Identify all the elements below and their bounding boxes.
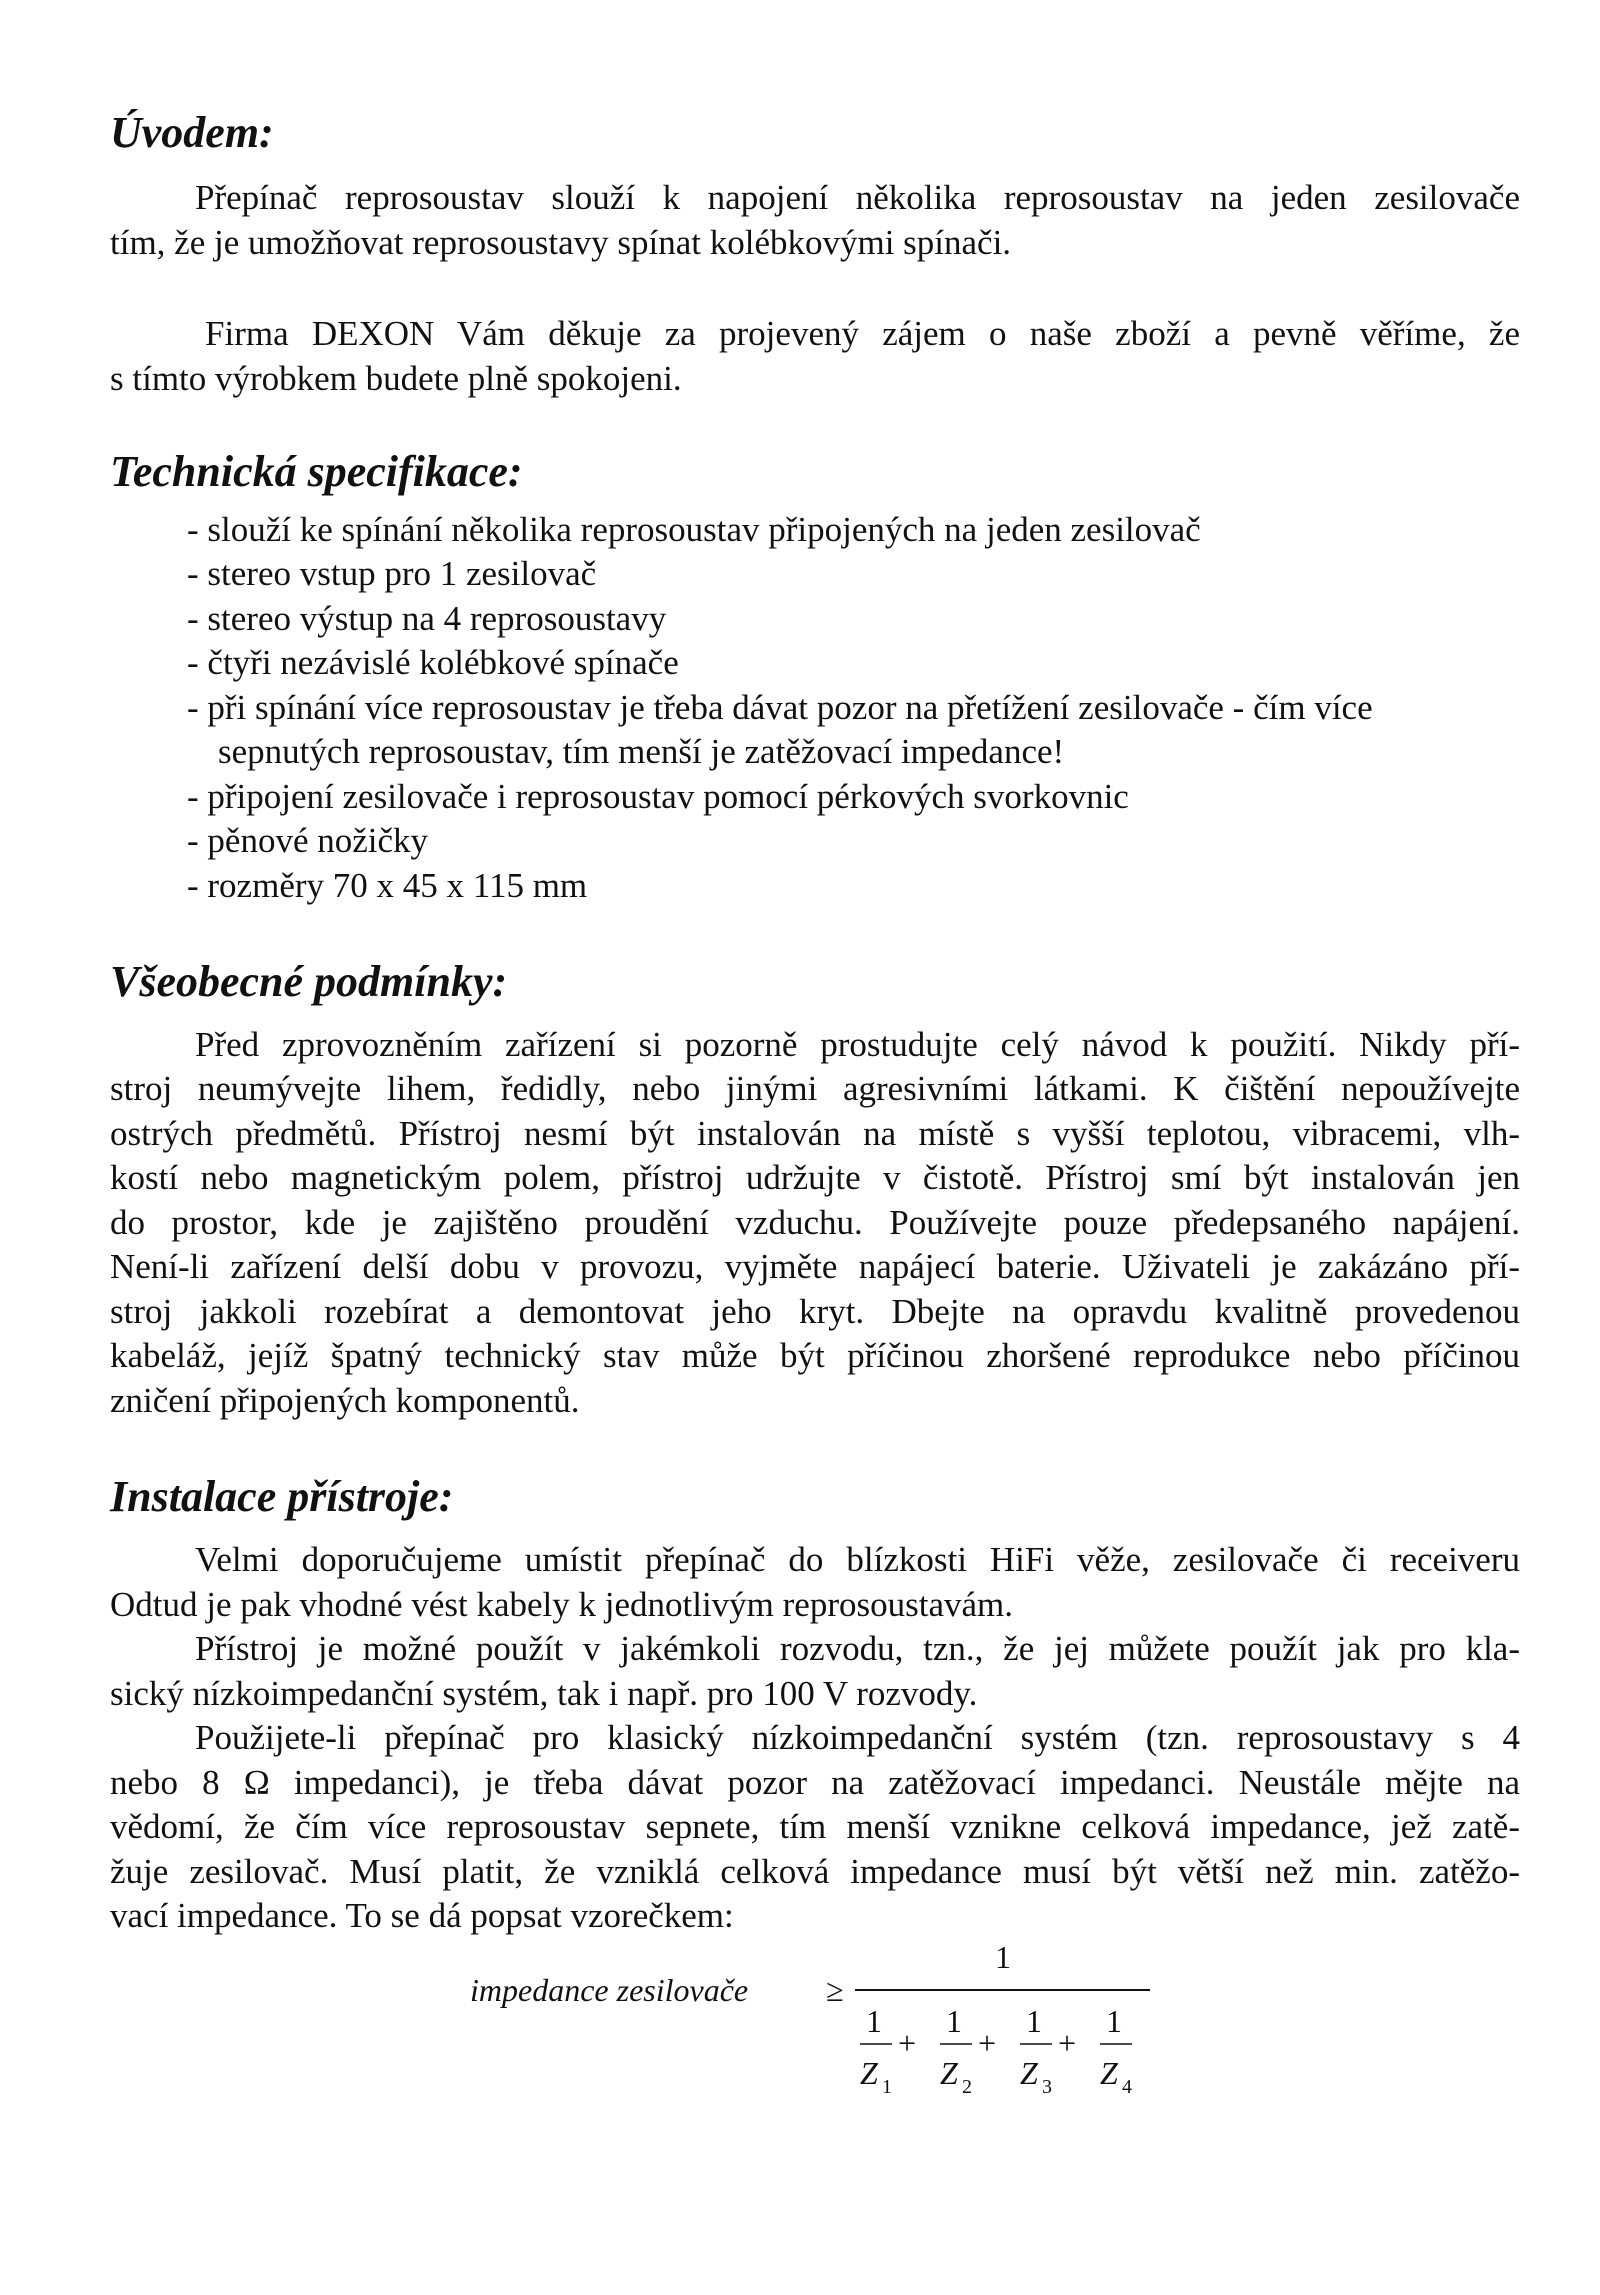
term-subscript: 4 — [1122, 2076, 1132, 2098]
term-denominator: Z — [1020, 2055, 1038, 2091]
formula-plus: + — [978, 2025, 997, 2061]
general-line: zničení připojených komponentů. — [110, 1381, 580, 1420]
spec-item: - stereo výstup na 4 reprosoustavy — [187, 599, 667, 638]
general-line: kabeláž, jejíž špatný technický stav může být příčinou zhoršené reprodukce nebo příčinou — [110, 1336, 1520, 1375]
formula-term-4 — [1100, 2003, 1132, 2098]
intro-p2-line-1: Firma DEXON Vám děkuje za projevený zájem o naše zboží a pevně věříme, že — [205, 314, 1520, 353]
install-p3-line: nebo 8 Ω impedanci), je třeba dávat pozor na zatěžovací impedanci. Neustále mějte na — [110, 1763, 1520, 1802]
formula-lhs: impedance zesilovače — [470, 1972, 749, 2008]
spec-item: - připojení zesilovače i reprosoustav pomocí pérkových svorkovnic — [187, 777, 1129, 816]
spec-item: - slouží ke spínání několika reprosoustav připojených na jeden zesilovač — [187, 510, 1201, 549]
formula-plus: + — [1058, 2025, 1077, 2061]
term-numerator: 1 — [946, 2003, 962, 2039]
formula-plus: + — [898, 2025, 917, 2061]
general-line: do prostor, kde je zajištěno proudění vzduchu. Používejte pouze předepsaného napájení. — [110, 1203, 1520, 1242]
term-numerator: 1 — [1026, 2003, 1042, 2039]
intro-p1-line-2: tím, že je umožňovat reprosoustavy spínat kolébkovými spínači. — [110, 223, 1012, 262]
spec-item-continuation: sepnutých reprosoustav, tím menší je zatěžovací impedance! — [218, 732, 1065, 771]
term-numerator: 1 — [1106, 2003, 1122, 2039]
intro-heading: Úvodem: — [110, 108, 274, 157]
install-p3-line: žuje zesilovač. Musí platit, že vzniklá celková impedance musí být větší než min. zatěžo- — [110, 1852, 1520, 1891]
spec-item: - rozměry 70 x 45 x 115 mm — [187, 866, 588, 905]
intro-p1-line-1: Přepínač reprosoustav slouží k napojení několika reprosoustav na jeden zesilovače — [195, 178, 1520, 217]
formula-term-3 — [1020, 2003, 1052, 2098]
install-p3-line: Použijete-li přepínač pro klasický nízkoimpedanční systém (tzn. reprosoustavy s 4 — [195, 1718, 1520, 1757]
intro-p2-line-2: s tímto výrobkem budete plně spokojeni. — [110, 359, 682, 398]
formula-numerator: 1 — [995, 1939, 1011, 1975]
install-p3-line: vědomí, že čím více reprosoustav sepnete, tím menší vznikne celková impedance, jež zatě- — [110, 1807, 1520, 1846]
spec-item: - čtyři nezávislé kolébkové spínače — [187, 643, 679, 682]
term-denominator: Z — [1100, 2055, 1118, 2091]
install-p2-line-1: Přístroj je možné použít v jakémkoli rozvodu, tzn., že jej můžete použít jak pro kla- — [195, 1629, 1520, 1668]
general-line: Před zprovozněním zařízení si pozorně prostudujte celý návod k použití. Nikdy pří- — [195, 1025, 1520, 1064]
install-p1-line-2: Odtud je pak vhodné vést kabely k jednotlivým reprosoustavám. — [110, 1585, 1014, 1624]
spec-item: - pěnové nožičky — [187, 821, 429, 860]
formula-geq: ≥ — [826, 1972, 844, 2008]
term-denominator: Z — [940, 2055, 958, 2091]
spec-item: - stereo vstup pro 1 zesilovač — [187, 554, 597, 593]
general-line: stroj neumývejte lihem, ředidly, nebo jinými agresivními látkami. K čištění nepoužívejte — [110, 1069, 1520, 1108]
term-subscript: 2 — [962, 2076, 972, 2098]
spec-heading: Technická specifikace: — [110, 447, 523, 496]
formula-term-1 — [860, 2003, 892, 2098]
spec-item: - při spínání více reprosoustav je třeba dávat pozor na přetížení zesilovače - čím více — [187, 688, 1373, 727]
general-line: Není-li zařízení delší dobu v provozu, vyjměte napájecí baterie. Uživateli je zakázáno pří- — [110, 1247, 1520, 1286]
install-heading: Instalace přístroje: — [110, 1472, 454, 1521]
term-denominator: Z — [860, 2055, 878, 2091]
general-line: kostí nebo magnetickým polem, přístroj udržujte v čistotě. Přístroj smí být instalován jen — [110, 1158, 1520, 1197]
install-p2-line-2: sický nízkoimpedanční systém, tak i např. pro 100 V rozvody. — [110, 1674, 978, 1713]
impedance-formula — [470, 1930, 1190, 2100]
term-subscript: 1 — [882, 2076, 892, 2098]
term-numerator: 1 — [866, 2003, 882, 2039]
general-line: stroj jakkoli rozebírat a demontovat jeho kryt. Dbejte na opravdu kvalitně provedenou — [110, 1292, 1520, 1331]
general-heading: Všeobecné podmínky: — [110, 957, 508, 1006]
term-subscript: 3 — [1042, 2076, 1052, 2098]
general-line: ostrých předmětů. Přístroj nesmí být instalován na místě s vyšší teplotou, vibracemi, vlh- — [110, 1114, 1520, 1153]
install-p3-line: vací impedance. To se dá popsat vzorečkem: — [110, 1896, 734, 1935]
formula-term-2 — [940, 2003, 972, 2098]
install-p1-line-1: Velmi doporučujeme umístit přepínač do blízkosti HiFi věže, zesilovače či receiveru — [195, 1540, 1520, 1579]
